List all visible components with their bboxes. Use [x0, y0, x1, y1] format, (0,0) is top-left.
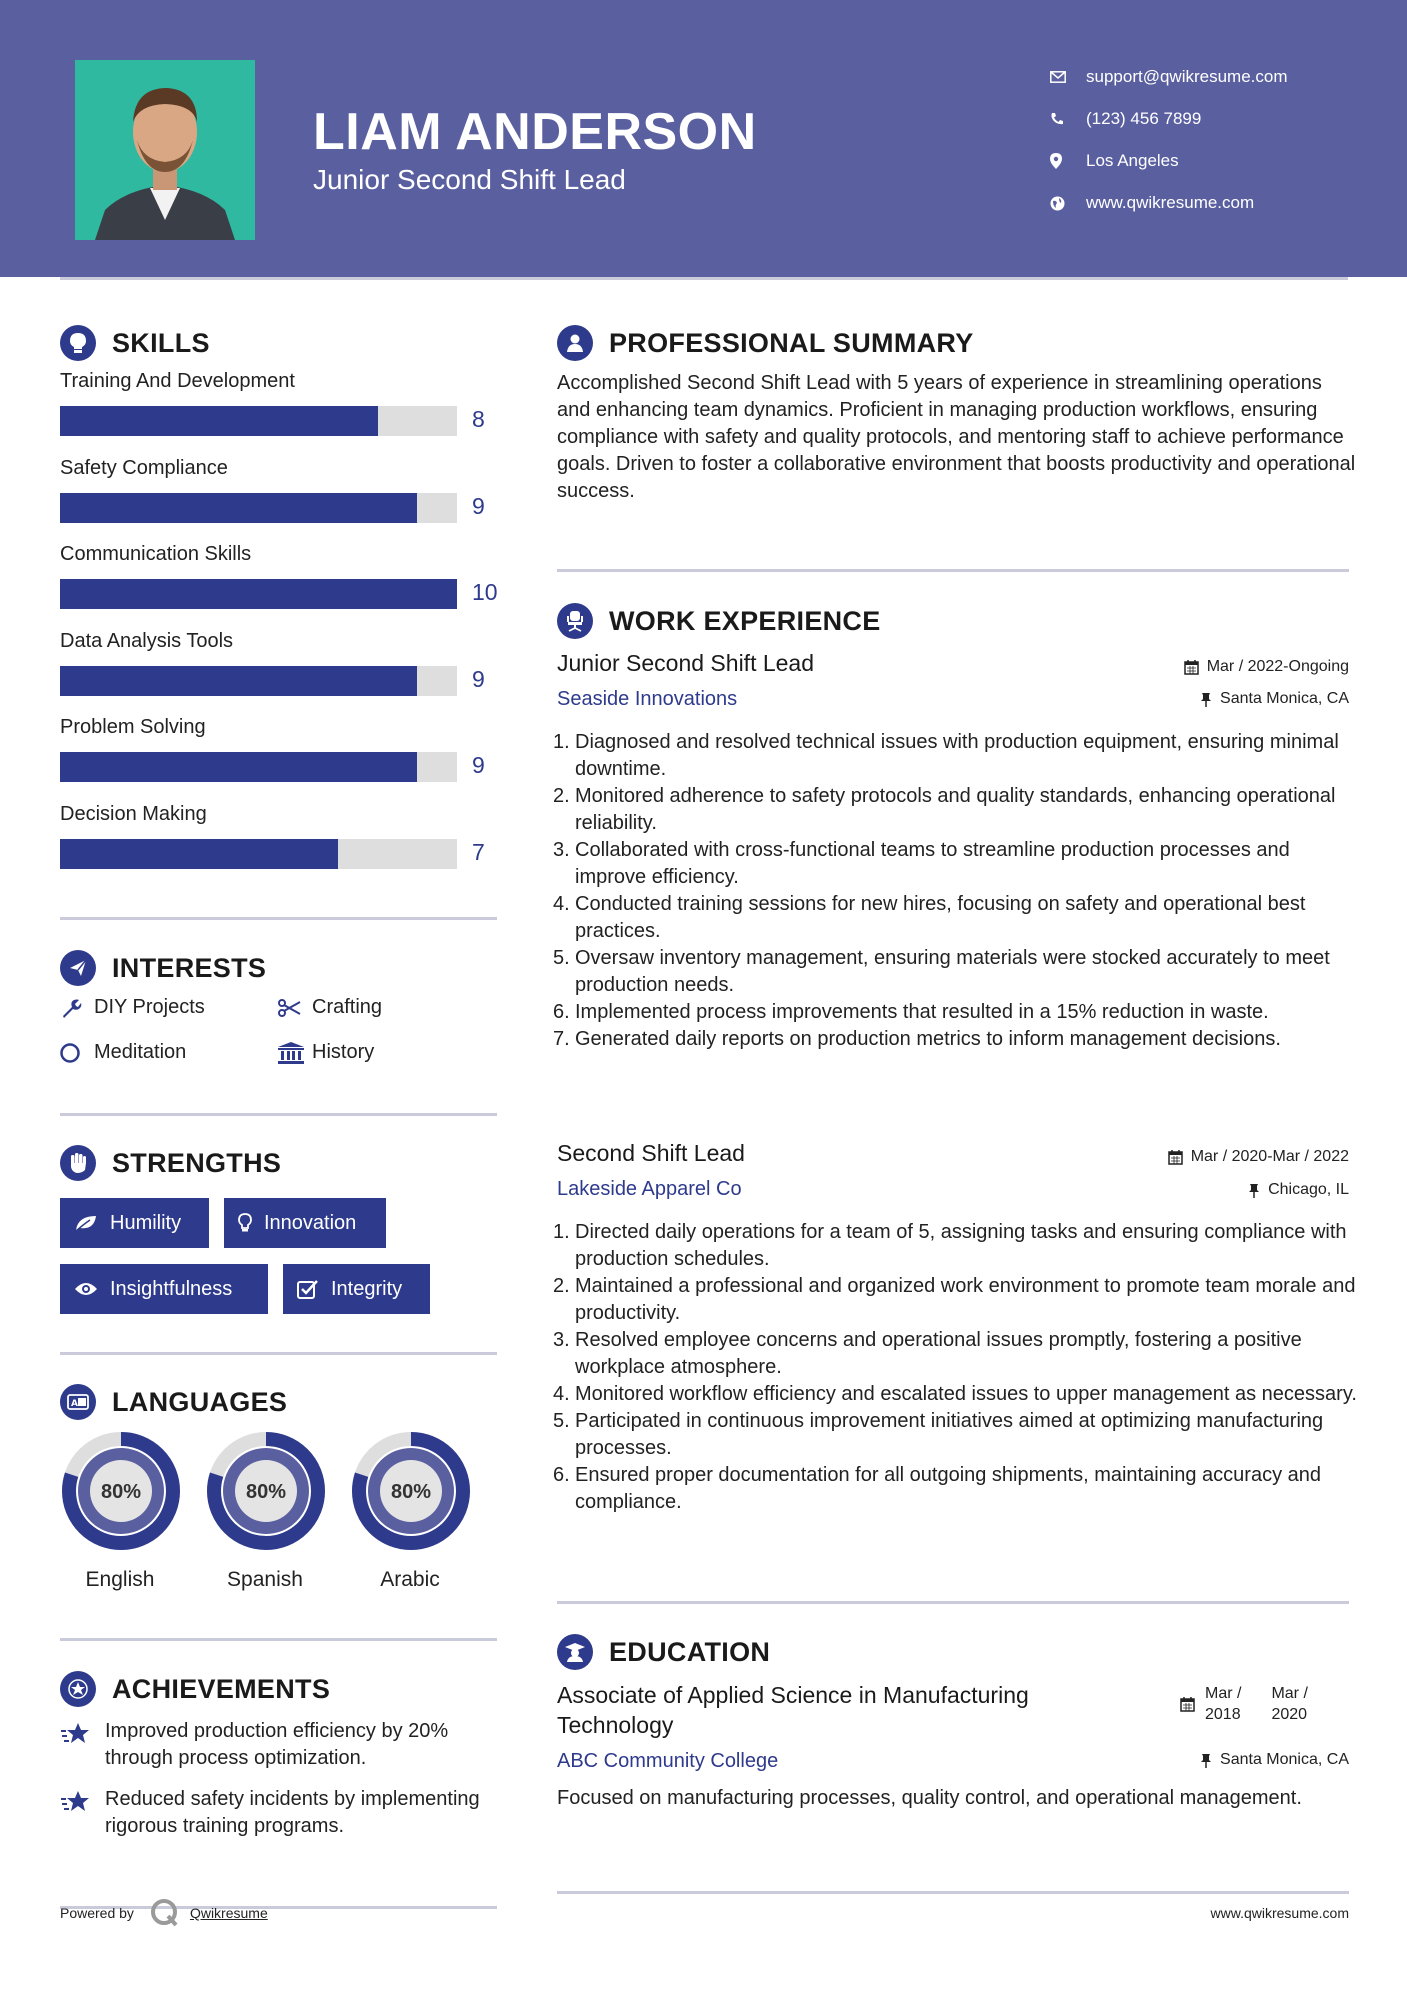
interest-label: Meditation [94, 1041, 187, 1063]
education-start [1205, 1683, 1241, 1725]
job-duties-list [553, 729, 1365, 1053]
envelope-icon [1050, 71, 1086, 83]
interest-item [278, 1041, 374, 1064]
duty-text: Resolved employee concerns and operational issues promptly, fostering a positive workplace atmosphere. [575, 1329, 1302, 1378]
strengths-title: STRENGTHS [112, 1147, 282, 1178]
contact-phone-text: (123) 456 7899 [1086, 109, 1202, 128]
duty-number: 1. [553, 731, 570, 753]
interests-heading [60, 950, 266, 986]
pushpin-icon [1248, 1183, 1260, 1198]
duty-number: 1. [553, 1221, 570, 1243]
powered-by-label: Powered by [60, 1905, 134, 1921]
contact-email[interactable] [1050, 56, 1288, 98]
candidate-name: LIAM ANDERSON [313, 103, 757, 161]
job-dates-text: Mar / 2020-Mar / 2022 [1190, 1148, 1349, 1165]
duty-text: Ensured proper documentation for all outgoing shipments, maintaining accuracy and compliance. [575, 1464, 1321, 1513]
lightbulb-icon [60, 325, 96, 361]
duty-text: Monitored adherence to safety protocols and quality standards, enhancing operational reliability. [575, 785, 1336, 834]
skill-name: Training And Development [60, 370, 295, 392]
job-title: Second Shift Lead [557, 1140, 745, 1166]
strength-badge [60, 1198, 209, 1248]
skill-item [60, 630, 500, 696]
start-year: 2018 [1205, 1706, 1241, 1723]
job-title: Junior Second Shift Lead [557, 650, 815, 676]
qwikresume-link[interactable]: Qwikresume [189, 1905, 268, 1921]
strength-label: Insightfulness [110, 1277, 233, 1300]
languages-title: LANGUAGES [112, 1386, 288, 1417]
translate-icon [60, 1384, 96, 1420]
interest-label: DIY Projects [94, 996, 205, 1018]
skill-item [60, 803, 500, 869]
language-ring [60, 1430, 182, 1552]
strength-label: Innovation [264, 1211, 357, 1234]
skill-value: 7 [472, 838, 485, 865]
skill-bar [60, 752, 457, 782]
skill-value: 8 [472, 406, 485, 432]
job-duty [553, 999, 1365, 1026]
circle-icon [60, 1042, 94, 1064]
job-duty [553, 1026, 1365, 1053]
job-duty [553, 729, 1365, 783]
skill-name: Safety Compliance [60, 456, 228, 479]
education-location [1200, 1751, 1349, 1769]
achievements-title: ACHIEVEMENTS [112, 1673, 331, 1704]
duty-number: 5. [553, 1410, 570, 1432]
skill-name: Problem Solving [60, 716, 206, 738]
interest-item [278, 996, 382, 1019]
contact-website[interactable] [1050, 182, 1288, 224]
fist-icon [60, 1145, 96, 1181]
duty-number: 4. [553, 1383, 570, 1405]
achievement-item [60, 1786, 490, 1840]
interests-title: INTERESTS [112, 952, 267, 983]
skill-bar-fill [60, 579, 457, 609]
calendar-icon [1180, 1697, 1195, 1712]
skill-bar [60, 579, 457, 609]
skill-bar-fill [60, 406, 378, 436]
summary-title: PROFESSIONAL SUMMARY [609, 327, 974, 358]
scissors-icon [278, 999, 312, 1017]
contact-location-text: Los Angeles [1086, 151, 1179, 170]
pushpin-icon [1200, 1753, 1212, 1768]
contact-website-text: www.qwikresume.com [1086, 193, 1255, 212]
header-divider [60, 277, 1348, 280]
duty-number: 2. [553, 1275, 570, 1297]
skill-bar-fill [60, 666, 417, 696]
map-pin-icon [1050, 153, 1086, 169]
language-percent: 80% [390, 1481, 432, 1503]
job-duty [553, 891, 1365, 945]
footer-website[interactable]: www.qwikresume.com [1210, 1905, 1349, 1921]
job-duty [553, 1381, 1365, 1408]
duty-number: 3. [553, 839, 570, 861]
end-year: 2020 [1271, 1706, 1308, 1723]
stars-icon [60, 1718, 105, 1772]
contact-location [1050, 140, 1288, 182]
skill-value: 10 [472, 579, 498, 605]
strengths-heading [60, 1145, 281, 1181]
language-percent: 80% [245, 1481, 287, 1503]
experience-heading [557, 603, 881, 639]
job-location [1200, 690, 1349, 708]
end-month: Mar / [1271, 1685, 1308, 1702]
skill-item [60, 457, 500, 523]
education-location-text: Santa Monica, CA [1220, 1751, 1349, 1768]
duty-text: Monitored workflow efficiency and escalated issues to upper management as necessary. [575, 1383, 1357, 1405]
language-percent: 80% [100, 1481, 142, 1503]
job-duty [553, 1273, 1365, 1327]
language-item [350, 1430, 470, 1592]
skills-divider [60, 917, 497, 920]
job-location-text: Santa Monica, CA [1220, 690, 1349, 707]
duty-text: Conducted training sessions for new hires, focusing on safety and operational best practices. [575, 893, 1306, 942]
strength-badge [60, 1264, 268, 1314]
job-duty [553, 1219, 1365, 1273]
skill-bar [60, 406, 457, 436]
job-duty [553, 945, 1365, 999]
lightbulb-outline-icon [238, 1213, 252, 1233]
achievements-heading [60, 1671, 330, 1707]
star-badge-icon [60, 1671, 96, 1707]
experience-title: WORK EXPERIENCE [609, 605, 881, 636]
duty-text: Directed daily operations for a team of 5, assigning tasks and ensuring compliance with production schedules. [575, 1221, 1347, 1270]
school-name[interactable]: ABC Community College [557, 1750, 779, 1772]
globe-icon [1050, 196, 1086, 211]
skill-value: 9 [472, 665, 485, 692]
interest-label: History [312, 1041, 375, 1063]
contact-list [1050, 56, 1288, 224]
strength-label: Integrity [331, 1277, 403, 1300]
duty-number: 7. [553, 1028, 570, 1050]
skill-item [60, 543, 500, 609]
language-item [60, 1430, 180, 1592]
achievement-text: Reduced safety incidents by implementing rigorous training programs. [105, 1788, 480, 1837]
skill-bar [60, 839, 457, 869]
user-icon [557, 325, 593, 361]
language-item [205, 1430, 325, 1592]
education-divider [557, 1891, 1349, 1894]
company-name[interactable]: Seaside Innovations [557, 688, 738, 710]
eye-icon [74, 1281, 98, 1297]
candidate-title: Junior Second Shift Lead [313, 164, 626, 195]
duty-text: Generated daily reports on production metrics to inform management decisions. [575, 1028, 1281, 1050]
duty-text: Implemented process improvements that resulted in a 15% reduction in waste. [575, 1001, 1269, 1023]
languages-divider [60, 1638, 497, 1641]
duty-text: Participated in continuous improvement initiatives aimed at optimizing manufacturing processes. [575, 1410, 1324, 1459]
skill-bar [60, 666, 457, 696]
languages-heading [60, 1384, 287, 1420]
skill-bar-fill [60, 839, 338, 869]
job-location [1248, 1181, 1349, 1199]
duty-number: 6. [553, 1464, 570, 1486]
job-duty [553, 1408, 1365, 1462]
skills-heading [60, 325, 210, 361]
interest-item [60, 1041, 186, 1064]
graduate-icon [557, 1634, 593, 1670]
phone-icon [1050, 112, 1086, 126]
duty-number: 6. [553, 1001, 570, 1023]
skill-bar-fill [60, 752, 417, 782]
education-end [1271, 1683, 1307, 1725]
skills-title: SKILLS [112, 327, 210, 358]
wrench-icon [60, 997, 94, 1019]
summary-heading [557, 325, 974, 361]
skill-item [60, 716, 500, 782]
start-month: Mar / [1205, 1685, 1242, 1702]
skill-bar-fill [60, 493, 417, 523]
svg-text:A: A [71, 1399, 78, 1409]
duty-text: Maintained a professional and organized work environment to promote team morale and productivity. [575, 1275, 1356, 1324]
checkbox-icon [297, 1279, 319, 1299]
interest-label: Crafting [312, 996, 383, 1018]
job-dates [1168, 1148, 1349, 1166]
skill-item [60, 370, 500, 436]
job-duty [553, 783, 1365, 837]
office-chair-icon [557, 603, 593, 639]
duty-text: Collaborated with cross-functional teams to streamline production processes and improve efficiency. [575, 839, 1290, 888]
achievement-item [60, 1718, 490, 1772]
language-ring [205, 1430, 327, 1552]
contact-phone[interactable] [1050, 98, 1288, 140]
job-duty [553, 1327, 1365, 1381]
header [0, 0, 1407, 277]
duty-text: Diagnosed and resolved technical issues with production equipment, ensuring minimal downtime. [575, 731, 1339, 780]
qwikresume-logo-icon [150, 1898, 180, 1928]
education-description: Focused on manufacturing processes, quality control, and operational management. [557, 1787, 1302, 1809]
skill-name: Communication Skills [60, 543, 252, 565]
skill-bar [60, 493, 457, 523]
strengths-divider [60, 1352, 497, 1355]
degree-line: Associate of Applied Science in Manufacturing [557, 1682, 1029, 1708]
job-dates-text: Mar / 2022-Ongoing [1206, 658, 1349, 675]
interests-divider [60, 1113, 497, 1116]
education-dates [1180, 1683, 1308, 1725]
summary-divider [557, 569, 1349, 572]
skill-name: Decision Making [60, 802, 207, 825]
language-name: English [85, 1568, 155, 1591]
skill-value: 9 [472, 492, 485, 519]
strength-badge [283, 1264, 430, 1314]
calendar-icon [1184, 660, 1199, 675]
profile-photo [75, 60, 255, 240]
contact-email-text: support@qwikresume.com [1086, 67, 1288, 86]
job-duties-list [553, 1219, 1365, 1516]
stars-icon [60, 1786, 105, 1840]
company-name[interactable]: Lakeside Apparel Co [557, 1178, 742, 1200]
skill-name: Data Analysis Tools [60, 629, 234, 652]
degree-line: Technology [557, 1712, 674, 1738]
duty-number: 5. [553, 947, 570, 969]
pushpin-icon [1200, 692, 1212, 707]
achievement-text: Improved production efficiency by 20% through process optimization. [105, 1720, 449, 1769]
job-location-text: Chicago, IL [1268, 1181, 1349, 1198]
language-name: Arabic [380, 1568, 440, 1591]
education-heading [557, 1634, 770, 1670]
skill-value: 9 [472, 752, 485, 778]
language-name: Spanish [227, 1568, 303, 1591]
paper-plane-icon [60, 950, 96, 986]
leaf-icon [74, 1214, 98, 1232]
language-ring [350, 1430, 472, 1552]
duty-number: 3. [553, 1329, 570, 1351]
calendar-icon [1168, 1150, 1183, 1165]
duty-text: Oversaw inventory management, ensuring materials were stocked accurately to meet production needs. [575, 947, 1330, 996]
interest-item [60, 996, 205, 1019]
job-dates [1184, 658, 1349, 676]
job-duty [553, 1462, 1365, 1516]
powered-by [60, 1898, 268, 1928]
job-duty [553, 837, 1365, 891]
education-title: EDUCATION [609, 1636, 771, 1667]
duty-number: 4. [553, 893, 570, 915]
strength-label: Humility [110, 1211, 182, 1234]
degree-title [557, 1680, 1029, 1740]
strength-badge [224, 1198, 386, 1248]
museum-icon [278, 1042, 312, 1064]
experience-divider [557, 1601, 1349, 1604]
duty-number: 2. [553, 785, 570, 807]
summary-text: Accomplished Second Shift Lead with 5 years of experience in streamlining operations and enhancing team dynamics. Proficient in managing production workflows, ensuring compliance with safety and quality protocols, and mentoring staff to achieve performance goals. Driven to foster a collaborative environment that boosts productivity and operational success. [557, 372, 1356, 502]
